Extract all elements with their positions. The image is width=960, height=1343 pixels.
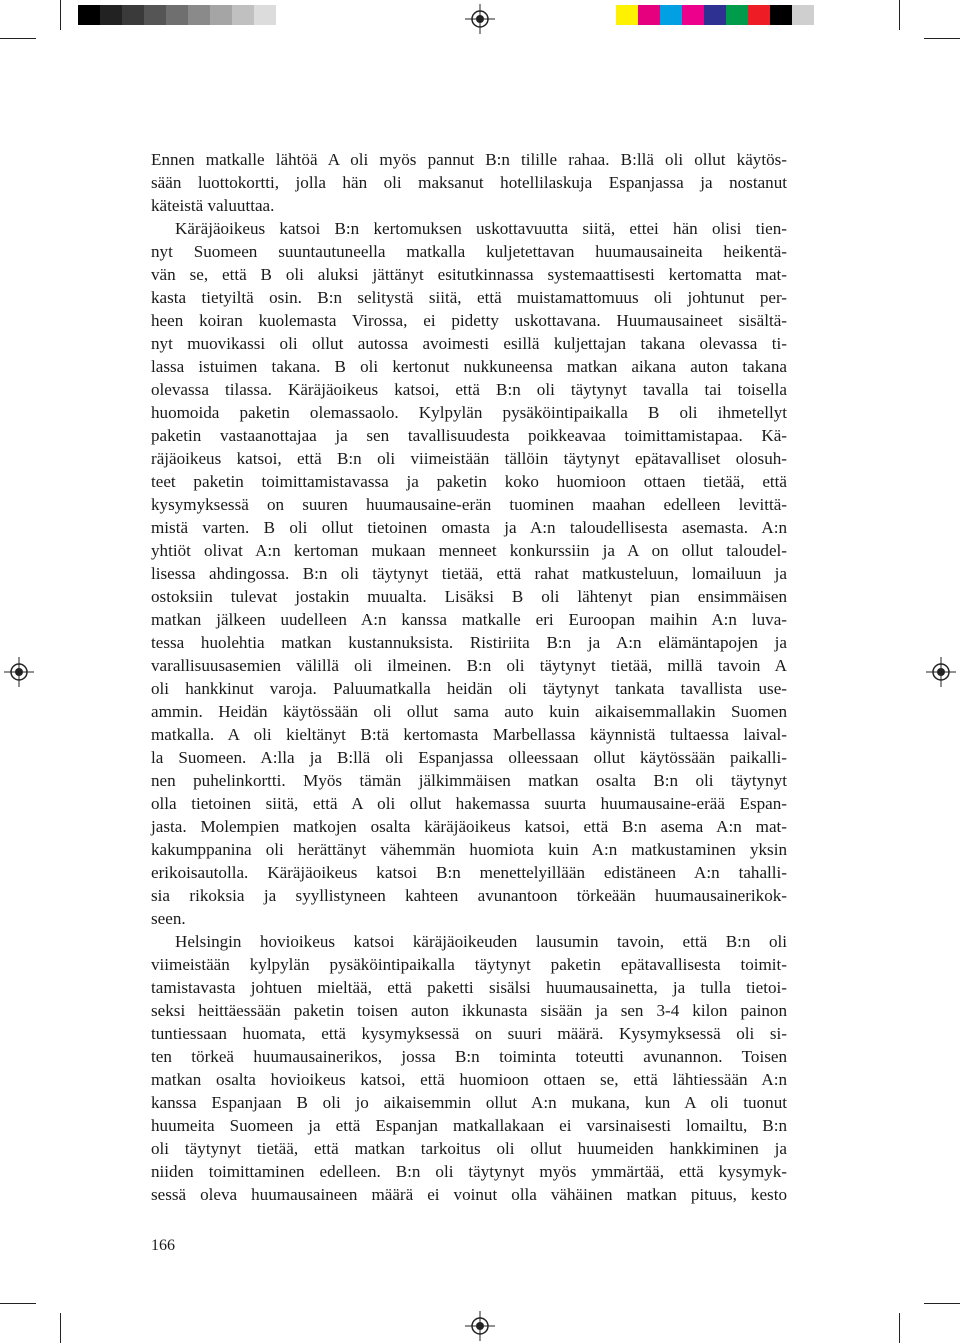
text-line: seksi heittäessään paketin toisen auton ikkunasta sisään ja sen 3-4 kilon painon <box>151 1001 787 1020</box>
text-line: nyt muovikassi oli ollut autossa avoimesti esillä kuljettajan takana olevassa ti- <box>151 334 787 353</box>
color-swatch <box>726 5 748 25</box>
text-line: olla tietoinen siitä, että A oli ollut hakemassa suurta huumausaine-erää Espan- <box>151 794 787 813</box>
text-line: huomoida paketin olemassaolo. Kylpylän pysäköintipaikalla B oli ihmetellyt <box>151 403 787 422</box>
text-line: oli hankkinut varoja. Paluumatkalla heidän oli täytynyt tankata tavallista use- <box>151 679 787 698</box>
text-line: huumeita Suomeen ja että Espanjan matkallakaan ei varsinaisesti lomailtu, B:n <box>151 1116 787 1135</box>
registration-mark-icon <box>4 657 34 687</box>
text-line: räjäoikeus katsoi, että B:n oli viimeistään tällöin täytynyt epätavalliset olosuh- <box>151 449 787 468</box>
registration-mark-icon <box>465 4 495 34</box>
color-swatch <box>188 5 210 25</box>
crop-mark <box>0 38 36 39</box>
color-swatch <box>748 5 770 25</box>
color-swatch <box>770 5 792 25</box>
body-text <box>151 148 787 1206</box>
color-swatch <box>78 5 100 25</box>
text-line: ten törkeä huumausainerikos, jossa B:n toiminta toteutti avunannon. Toisen <box>151 1047 787 1066</box>
crop-mark <box>924 38 960 39</box>
text-line: teet paketin toimittamistavassa ja paketin koko huomioon ottaen tietää, että <box>151 472 787 491</box>
color-swatch <box>638 5 660 25</box>
color-swatch <box>122 5 144 25</box>
color-swatch <box>100 5 122 25</box>
text-line: Helsingin hovioikeus katsoi käräjäoikeuden lausumin tavoin, että B:n oli <box>175 932 787 951</box>
text-line: erikoisautolla. Käräjäoikeus katsoi B:n menettelyillään edistäneen A:n tahalli- <box>151 863 787 882</box>
text-line: kasta tietyiltä osin. B:n selitystä siitä, että muistamattomuus oli johtunut per- <box>151 288 787 307</box>
text-line: vän se, että B oli aluksi jättänyt esitutkinnassa systemaattisesti kertomatta mat- <box>151 265 787 284</box>
color-swatch <box>254 5 276 25</box>
text-line: käteistä valuuttaa. <box>151 196 275 215</box>
crop-mark <box>0 1303 36 1304</box>
text-line: kanssa Espanjaan B oli jo aikaisemmin ollut A:n mukana, kun A oli tuonut <box>151 1093 787 1112</box>
text-line: ammin. Heidän käytössään oli ollut sama auto kuin aikaisemmallakin Suomen <box>151 702 787 721</box>
text-line: la Suomeen. A:lla ja B:llä oli Espanjassa olleessaan ollut käytössään paikalli- <box>151 748 787 767</box>
registration-mark-icon <box>926 657 956 687</box>
registration-mark-icon <box>465 1311 495 1341</box>
text-line: varallisuusasemien välillä oli ilmeinen. B:n oli täytynyt tietää, millä tavoin A <box>151 656 787 675</box>
text-line: Käräjäoikeus katsoi B:n kertomuksen uskottavuutta siitä, ettei hän olisi tien- <box>175 219 787 238</box>
grayscale-calibration-bar <box>78 5 298 25</box>
color-swatch <box>660 5 682 25</box>
text-line: sessä oleva huumausaineen määrä ei voinut olla vähäinen matkan pituus, kesto <box>151 1185 787 1204</box>
color-swatch <box>682 5 704 25</box>
crop-mark <box>899 0 900 30</box>
text-line: kysymyksessä on suuren huumausaine-erän tuominen maahan edelleen levittä- <box>151 495 787 514</box>
color-swatch <box>144 5 166 25</box>
text-line: nyt Suomeen suuntautuneella matkalla kuljetettavan huumausaineita heikentä- <box>151 242 787 261</box>
color-swatch <box>232 5 254 25</box>
color-swatch <box>616 5 638 25</box>
crop-mark <box>924 1303 960 1304</box>
text-line: Ennen matkalle lähtöä A oli myös pannut B:n tilille rahaa. B:llä oli ollut käytös- <box>151 150 787 169</box>
crop-mark <box>60 1313 61 1343</box>
text-line: nen puhelinkortti. Myös tämän jälkimmäisen matkan osalta B:n oli täytynyt <box>151 771 787 790</box>
text-line: heen koiran kuolemasta Virossa, ei pidetty uskottavana. Huumausaineet sisältä- <box>151 311 787 330</box>
text-line: lassa istuimen takana. B oli kertonut nukkuneensa matkan aikana auton takana <box>151 357 787 376</box>
text-line: viimeistään kylpylän pysäköintipaikalla täytynyt paketin epätavallisesta toimit- <box>151 955 787 974</box>
text-line: kakumppanina oli herättänyt vähemmän huomiota kuin A:n matkustaminen yksin <box>151 840 787 859</box>
text-line: ostoksiin tulevat jostakin muualta. Lisäksi B oli lähtenyt pian ensimmäisen <box>151 587 787 606</box>
text-line: mistä varten. B oli ollut tietoinen omasta ja A:n taloudellisesta asemasta. A:n <box>151 518 787 537</box>
color-swatch <box>210 5 232 25</box>
text-line: paketin vastaanottajaa ja sen tavallisuudesta poikkeavaa toimittamistapaa. Kä- <box>151 426 787 445</box>
text-line: matkan osalta hovioikeus katsoi, että huomioon ottaen se, että lähtiessään A:n <box>151 1070 787 1089</box>
text-line: seen. <box>151 909 186 928</box>
text-line: yhtiöt olivat A:n kertoman mukaan menneet konkurssiin ja A on ollut taloudel- <box>151 541 787 560</box>
text-line: tessa huolehtia matkan kustannuksista. Ristiriita B:n ja A:n elämäntapojen ja <box>151 633 787 652</box>
color-swatch <box>276 5 298 25</box>
text-line: tuntiessaan huomata, että kysymyksessä on suuri määrä. Kysymyksessä oli si- <box>151 1024 787 1043</box>
text-line: oli täytynyt tietää, että matkan tarkoitus oli ollut huumeiden hankkiminen ja <box>151 1139 787 1158</box>
color-calibration-bar <box>616 5 836 25</box>
text-line: sia rikoksia ja syyllistyneen kahteen avunantoon törkeään huumausainerikok- <box>151 886 787 905</box>
text-line: matkalla. A oli kieltänyt B:tä kertomasta Marbellassa käynnistä tultaessa laival- <box>151 725 787 744</box>
text-line: lisessa ahdingossa. B:n oli täytynyt tietää, että rahat matkusteluun, lomailuun ja <box>151 564 787 583</box>
crop-mark <box>899 1313 900 1343</box>
text-line: olevassa tilassa. Käräjäoikeus katsoi, että B:n oli täytynyt tavalla tai toisella <box>151 380 787 399</box>
page-number: 166 <box>151 1237 175 1254</box>
text-line: matkan jälkeen uudelleen A:n kanssa matkalle eri Euroopan maihin A:n luva- <box>151 610 787 629</box>
crop-mark <box>60 0 61 30</box>
color-swatch <box>792 5 814 25</box>
text-line: sään luottokortti, jolla hän oli maksanut hotellilaskuja Espanjassa ja nostanut <box>151 173 787 192</box>
color-swatch <box>704 5 726 25</box>
text-line: tamistavasta johtuen mieltää, että paketti sisälsi huumausainetta, ja tulla tietoi- <box>151 978 787 997</box>
text-line: jasta. Molempien matkojen osalta käräjäoikeus katsoi, että B:n asema A:n mat- <box>151 817 787 836</box>
color-swatch <box>814 5 836 25</box>
text-line: niiden toimittaminen edelleen. B:n oli täytynyt myös ymmärtää, että kysymyk- <box>151 1162 787 1181</box>
color-swatch <box>166 5 188 25</box>
